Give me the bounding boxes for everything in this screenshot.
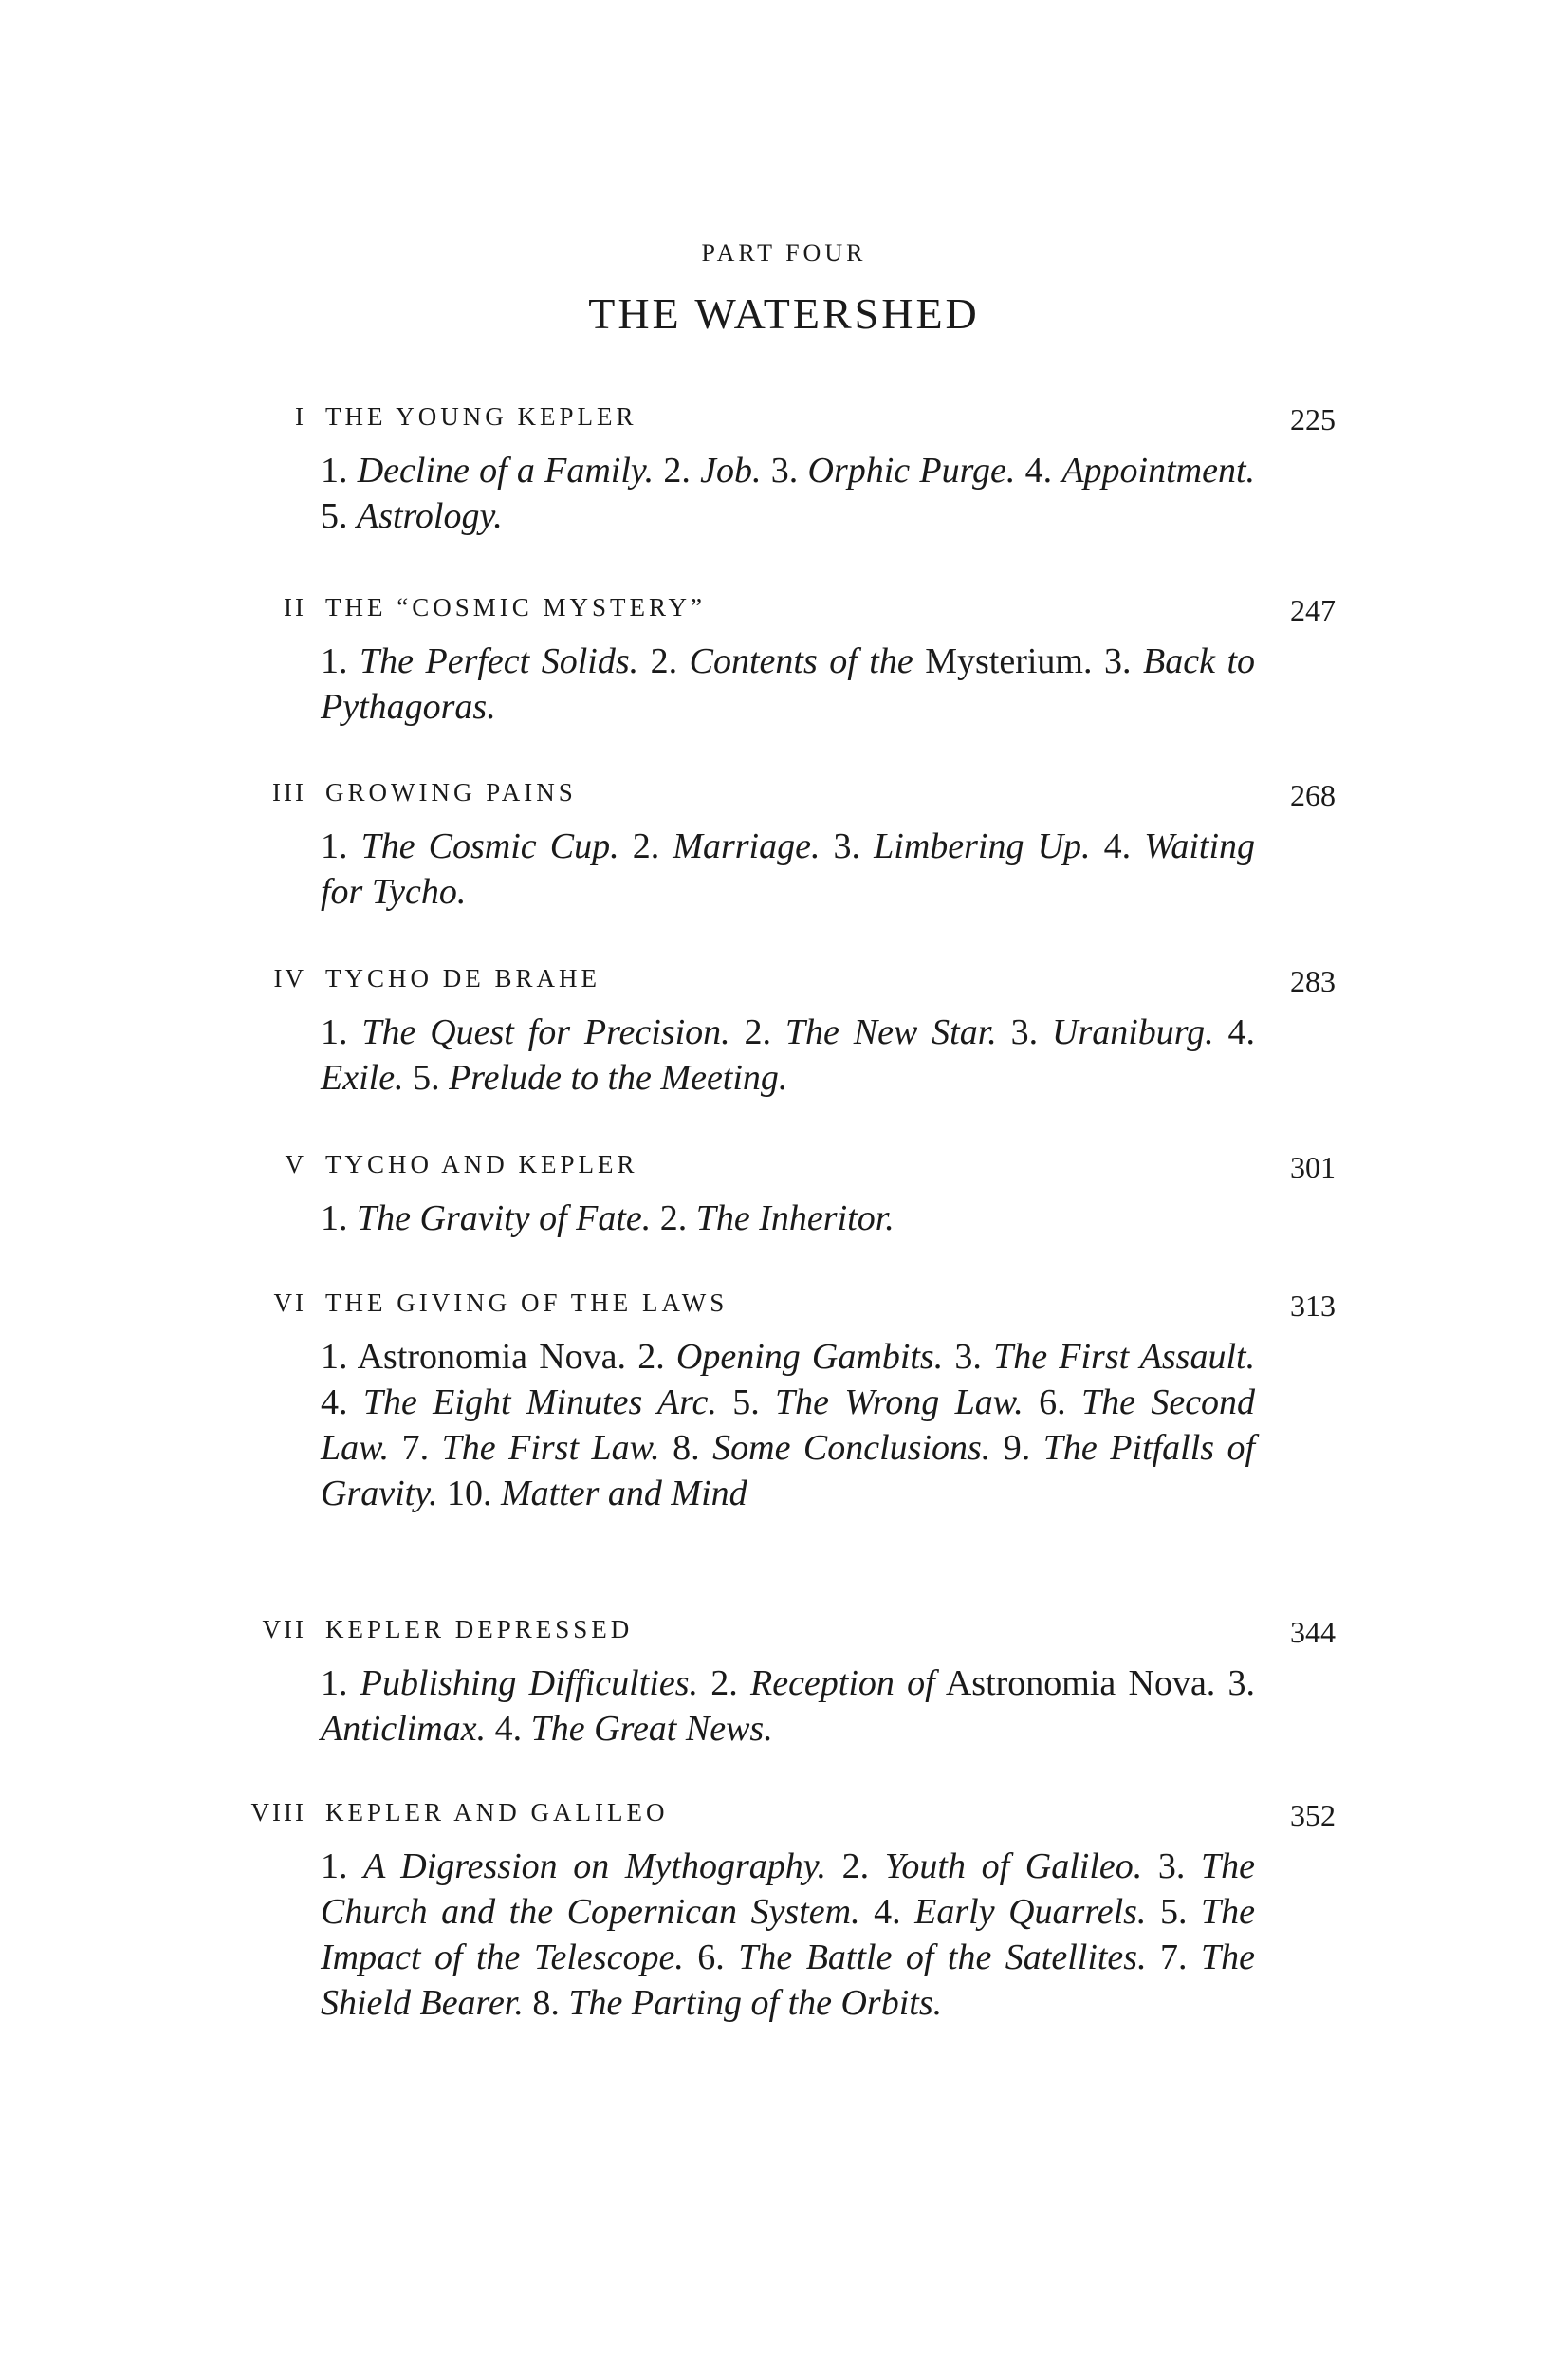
chapter-numeral: II — [284, 593, 306, 621]
section-number: 3. — [1104, 641, 1132, 681]
section-number: 9. — [1003, 1428, 1031, 1468]
section-title: The First Assault. — [993, 1337, 1256, 1377]
section-title-roman: Astronomia Nova. — [357, 1337, 627, 1377]
chapter-sections — [321, 1844, 1255, 2026]
chapter-page-number: 283 — [1290, 964, 1336, 998]
section-title: The Quest for Precision. — [361, 1012, 730, 1052]
section-title: Prelude to the Meeting. — [449, 1058, 788, 1098]
chapter-sections — [321, 639, 1255, 730]
section-title-roman: Mysterium. — [925, 641, 1093, 681]
section-title: Uraniburg. — [1052, 1012, 1214, 1052]
chapter-title: KEPLER AND GALILEO — [325, 1798, 669, 1827]
section-item — [321, 1337, 626, 1377]
section-number: 8. — [532, 1983, 560, 2023]
chapter-title: TYCHO AND KEPLER — [325, 1150, 638, 1178]
section-title: Opening Gambits. — [675, 1337, 944, 1377]
section-number: 4. — [1024, 451, 1053, 491]
section-number: 5. — [1159, 1892, 1188, 1932]
section-item — [651, 641, 1093, 681]
section-item — [710, 1663, 1215, 1703]
chapter-title: THE YOUNG KEPLER — [325, 402, 637, 431]
section-number: 2. — [632, 826, 660, 866]
chapter-title: THE GIVING OF THE LAWS — [325, 1289, 729, 1317]
section-item — [771, 451, 1016, 491]
chapter-page-number: 352 — [1290, 1798, 1336, 1832]
section-number: 2. — [841, 1846, 870, 1886]
section-item — [321, 1382, 717, 1422]
section-number: 7. — [401, 1428, 430, 1468]
chapter-sections — [321, 1196, 1255, 1241]
section-title-roman: Astronomia Nova. — [945, 1663, 1216, 1703]
section-title: The Perfect Solids. — [360, 641, 639, 681]
section-item — [697, 1938, 1146, 1977]
section-item — [447, 1474, 747, 1513]
part-title: THE WATERSHED — [588, 289, 980, 338]
chapter-sections — [321, 1010, 1255, 1101]
part-label: PART FOUR — [701, 239, 867, 267]
chapter-title: TYCHO DE BRAHE — [325, 964, 600, 992]
section-number: 1. — [321, 1337, 348, 1377]
chapter-title: THE “COSMIC MYSTERY” — [325, 593, 707, 621]
section-number: 1. — [321, 641, 348, 681]
chapter-page-number: 344 — [1290, 1615, 1336, 1649]
section-title: The Wrong Law. — [775, 1382, 1024, 1422]
section-title: A Digression on Mythography. — [363, 1846, 827, 1886]
chapter-sections — [321, 448, 1255, 539]
section-number: 2. — [710, 1663, 738, 1703]
section-item — [413, 1058, 787, 1098]
chapter-numeral: I — [295, 402, 306, 431]
section-title: Anticlimax. — [321, 1709, 487, 1749]
section-item — [321, 1012, 730, 1052]
section-item — [321, 451, 654, 491]
section-number: 6. — [1039, 1382, 1066, 1422]
section-title: Youth of Galileo. — [884, 1846, 1143, 1886]
section-title: Astrology. — [357, 496, 503, 536]
section-number: 2. — [659, 1198, 688, 1238]
section-title: Orphic Purge. — [807, 451, 1016, 491]
chapter-page-number: 225 — [1290, 402, 1336, 436]
section-number: 7. — [1160, 1938, 1188, 1977]
section-number: 1. — [321, 1012, 348, 1052]
section-item — [954, 1337, 1255, 1377]
section-title: Some Conclusions. — [712, 1428, 991, 1468]
section-title: The Pitfalls of Gravity. — [321, 1428, 1256, 1513]
section-number: 3. — [770, 451, 799, 491]
section-number: 4. — [494, 1709, 523, 1749]
section-item — [321, 1198, 651, 1238]
section-title: Decline of a Family. — [357, 451, 655, 491]
section-title: Job. — [700, 451, 762, 491]
chapter-sections — [321, 1334, 1255, 1516]
section-title: The Cosmic Cup. — [360, 826, 619, 866]
chapter-numeral: IV — [273, 964, 306, 992]
section-number: 3. — [833, 826, 861, 866]
chapter-page-number: 247 — [1290, 593, 1336, 627]
section-item — [673, 1428, 990, 1468]
section-title: Exile. — [321, 1058, 404, 1098]
chapter-numeral: VI — [273, 1289, 306, 1317]
section-number: 3. — [1157, 1846, 1186, 1886]
section-item — [660, 1198, 895, 1238]
chapter-numeral: VII — [262, 1615, 306, 1643]
section-title: Contents of the — [689, 641, 913, 681]
section-title: Waiting for Tycho. — [321, 826, 1256, 912]
section-item — [745, 1012, 997, 1052]
section-number: 1. — [321, 826, 348, 866]
section-title: The New Star. — [784, 1012, 997, 1052]
section-item — [732, 1382, 1024, 1422]
section-title: Early Quarrels. — [914, 1892, 1147, 1932]
section-title: Back to Pythagoras. — [321, 641, 1255, 727]
section-item — [637, 1337, 943, 1377]
section-number: 2. — [650, 641, 678, 681]
section-number: 1. — [321, 1663, 348, 1703]
section-item — [321, 1663, 698, 1703]
section-item — [834, 826, 1091, 866]
section-number: 1. — [321, 1846, 348, 1886]
section-title: The Parting of the Orbits. — [568, 1983, 943, 2023]
section-number: 2. — [744, 1012, 772, 1052]
section-title: The Shield Bearer. — [321, 1938, 1255, 2023]
section-title: Appointment. — [1061, 451, 1256, 491]
section-title: The Gravity of Fate. — [357, 1198, 652, 1238]
section-title: The Church and the Copernican System. — [321, 1846, 1256, 1932]
section-title: The Impact of the Telescope. — [321, 1892, 1255, 1977]
section-number: 2. — [637, 1337, 665, 1377]
section-number: 4. — [321, 1382, 348, 1422]
chapter-title: KEPLER DEPRESSED — [325, 1615, 634, 1643]
section-title: Publishing Difficulties. — [360, 1663, 699, 1703]
section-number: 1. — [321, 1198, 348, 1238]
section-title: The Battle of the Satellites. — [738, 1938, 1147, 1977]
section-item — [321, 1846, 826, 1886]
section-title: The First Law. — [441, 1428, 660, 1468]
section-item — [1025, 451, 1255, 491]
section-number: 5. — [732, 1382, 760, 1422]
section-title: Limbering Up. — [874, 826, 1091, 866]
section-item — [321, 826, 619, 866]
chapter-title: GROWING PAINS — [325, 778, 577, 807]
section-item — [532, 1983, 942, 2023]
section-item — [1011, 1012, 1214, 1052]
section-title: The Inheritor. — [695, 1198, 895, 1238]
section-item — [321, 496, 503, 536]
section-number: 5. — [413, 1058, 440, 1098]
section-number: 4. — [1227, 1012, 1256, 1052]
chapter-numeral: III — [272, 778, 306, 807]
section-number: 3. — [954, 1337, 982, 1377]
section-title: The Great News. — [530, 1709, 773, 1749]
section-number: 3. — [1010, 1012, 1039, 1052]
section-item — [321, 641, 638, 681]
section-number: 6. — [697, 1938, 725, 1977]
chapter-numeral: VIII — [250, 1798, 306, 1827]
section-item — [495, 1709, 773, 1749]
section-title: Matter and Mind — [500, 1474, 747, 1513]
section-number: 4. — [1103, 826, 1132, 866]
section-item — [842, 1846, 1143, 1886]
section-item — [402, 1428, 660, 1468]
chapter-numeral: V — [285, 1150, 306, 1178]
section-number: 3. — [1227, 1663, 1256, 1703]
section-title: The Second Law. — [321, 1382, 1256, 1468]
section-title: Reception of — [749, 1663, 935, 1703]
section-item — [663, 451, 761, 491]
chapter-sections — [321, 1660, 1255, 1752]
section-title: The Eight Minutes Arc. — [362, 1382, 717, 1422]
section-item — [633, 826, 821, 866]
chapter-sections — [321, 824, 1255, 915]
section-title: Marriage. — [673, 826, 821, 866]
section-number: 4. — [874, 1892, 901, 1932]
section-number: 1. — [321, 451, 348, 491]
chapter-page-number: 313 — [1290, 1289, 1336, 1323]
section-number: 8. — [673, 1428, 700, 1468]
section-number: 2. — [663, 451, 691, 491]
chapter-page-number: 301 — [1290, 1150, 1336, 1184]
section-number: 5. — [321, 496, 348, 536]
chapter-page-number: 268 — [1290, 778, 1336, 812]
section-item — [874, 1892, 1146, 1932]
section-number: 10. — [446, 1474, 492, 1513]
